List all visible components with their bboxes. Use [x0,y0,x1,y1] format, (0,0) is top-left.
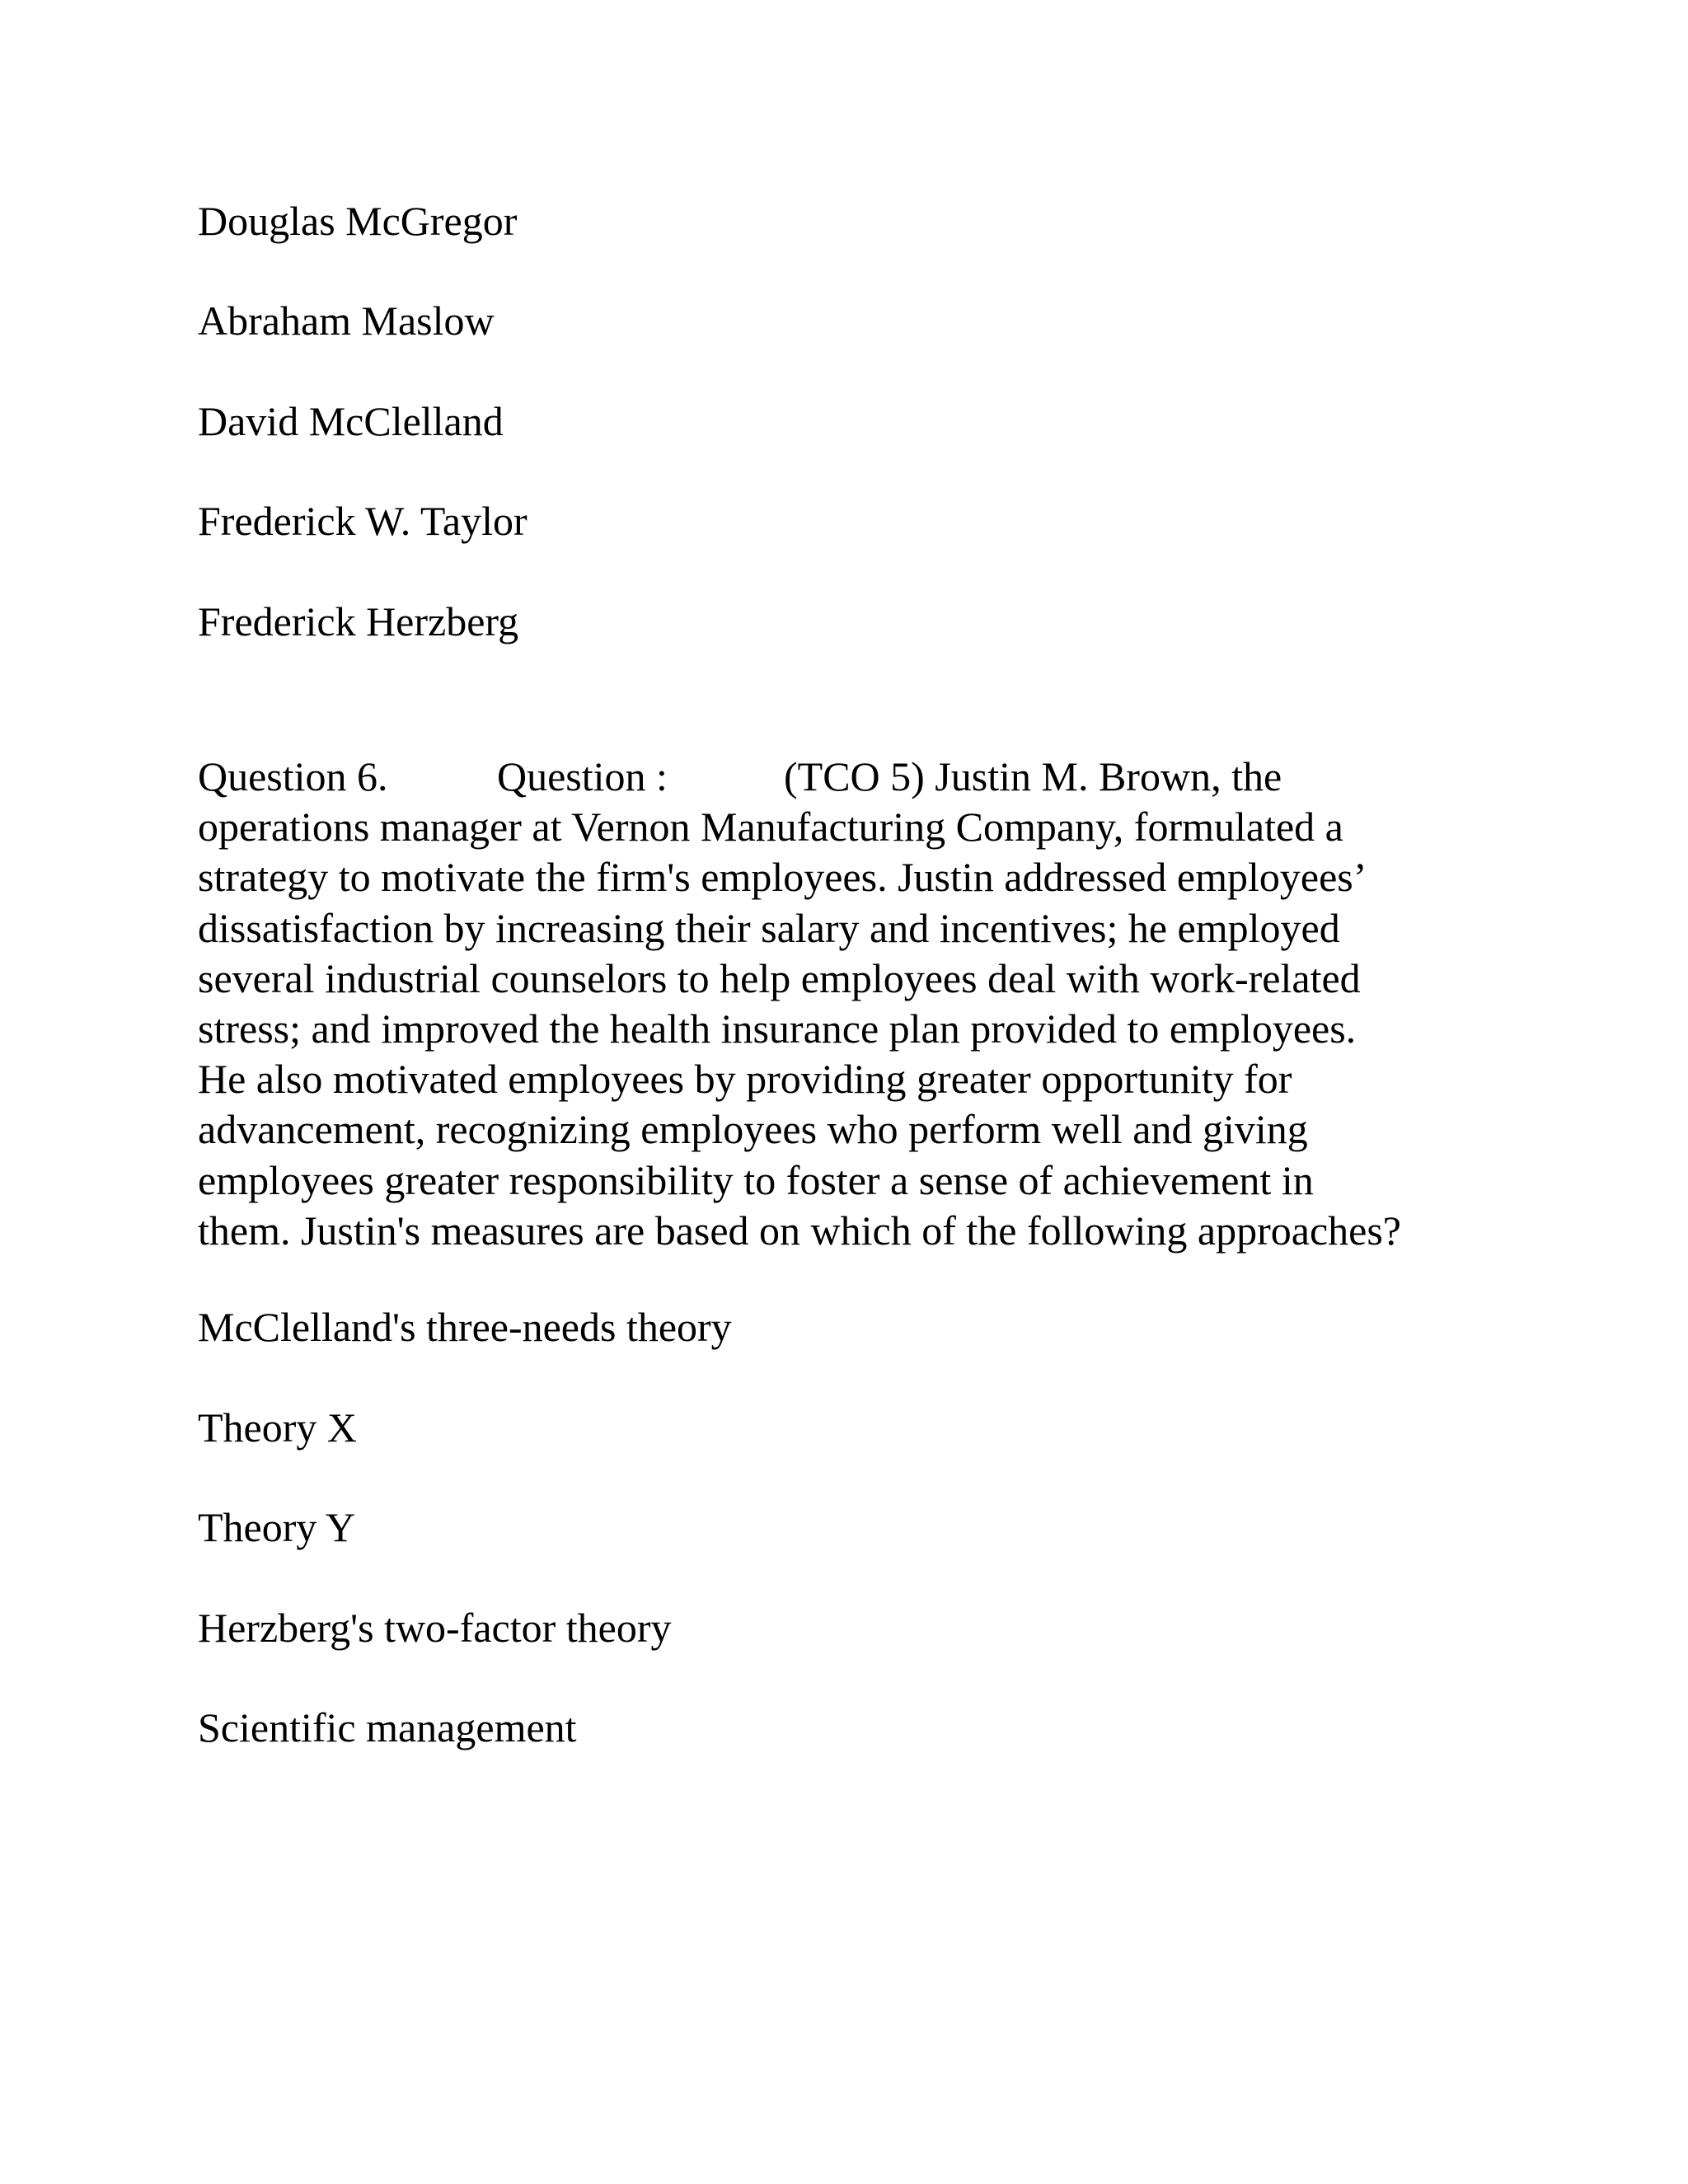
answer-option-scientific-management: Scientific management [198,1704,577,1750]
option-douglas-mcgregor: Douglas McGregor [198,198,518,244]
question-text-line-10: them. Justin's measures are based on which of the following approaches? [198,1207,1401,1254]
answer-option-theory-y: Theory Y [198,1504,356,1550]
option-abraham-maslow: Abraham Maslow [198,298,495,344]
option-frederick-taylor: Frederick W. Taylor [198,498,528,544]
question-text-line-9: employees greater responsibility to foster a sense of achievement in [198,1156,1314,1203]
question-text-line-8: advancement, recognizing employees who perform well and giving [198,1106,1308,1153]
question-6 [198,752,1517,1256]
option-frederick-herzberg: Frederick Herzberg [198,598,519,644]
answer-option-two-factor: Herzberg's two-factor theory [198,1605,672,1651]
question-text-line-2: operations manager at Vernon Manufacturing Company, formulated a [198,804,1343,851]
question-text-line-7: He also motivated employees by providing greater opportunity for [198,1056,1292,1103]
question-number: Question 6. [198,753,388,799]
question-text-line-6: stress; and improved the health insurance plan provided to employees. [198,1005,1357,1052]
question-label: Question : [497,753,668,799]
question-text-line-4: dissatisfaction by increasing their salary and incentives; he employed [198,904,1340,951]
answer-option-theory-x: Theory X [198,1404,357,1451]
option-david-mcclelland: David McClelland [198,398,504,444]
question-text-line-5: several industrial counselors to help employees deal with work-related [198,954,1361,1001]
question-text-line-1: (TCO 5) Justin M. Brown, the [784,753,1282,799]
answer-option-three-needs: McClelland's three-needs theory [198,1304,732,1350]
question-header [198,752,1517,802]
question-text-line-3: strategy to motivate the firm's employees. Justin addressed employees’ [198,854,1367,901]
